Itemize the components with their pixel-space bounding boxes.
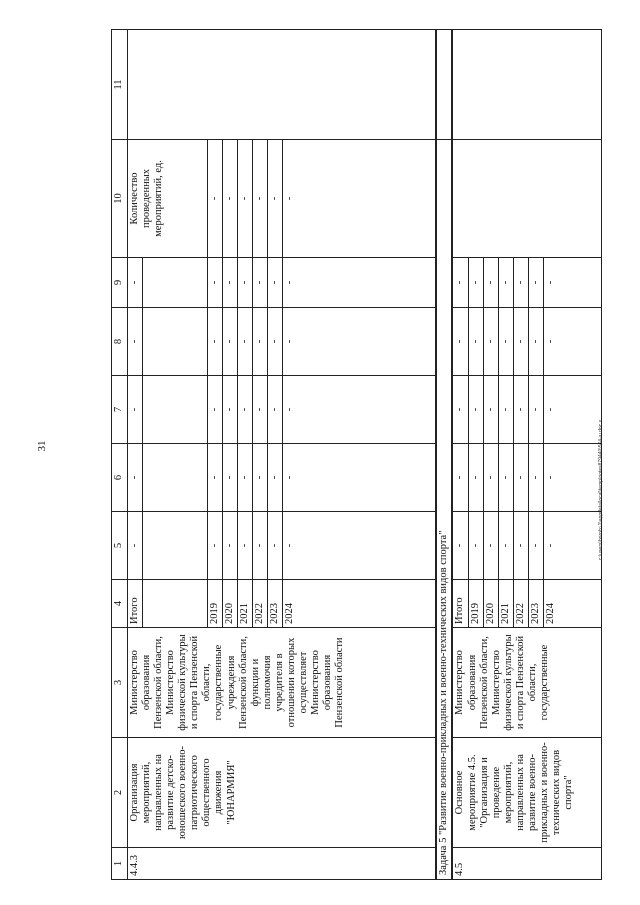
empty-cell — [452, 140, 601, 258]
year-cell: 2022 — [513, 580, 528, 628]
column-number: 3 — [112, 628, 128, 738]
value-cell: - — [452, 308, 468, 376]
year-cell: 2020 — [223, 580, 238, 628]
value-cell: - — [528, 512, 543, 580]
column-number: 5 — [112, 512, 128, 580]
value-cell: - — [528, 444, 543, 512]
column-number: 9 — [112, 258, 128, 308]
value-cell: - — [223, 140, 238, 258]
value-cell: - — [223, 512, 238, 580]
value-cell: - — [268, 444, 283, 512]
value-cell: - — [223, 258, 238, 308]
value-cell: - — [543, 444, 601, 512]
spacer-cell — [143, 376, 208, 444]
value-cell: - — [128, 308, 143, 376]
value-cell: - — [283, 258, 437, 308]
empty-cell — [128, 30, 437, 140]
value-cell: - — [268, 308, 283, 376]
value-cell: - — [498, 512, 513, 580]
task-title: Задача 5 "Развитие военно-прикладных и военно-технических видов спорта" — [436, 140, 452, 880]
value-cell: - — [498, 376, 513, 444]
activity-name: Основное мероприятие 4.5. "Организация и проведение мероприятий, направленных на развитие военно-прикладных и военно-технических видов спорта" — [452, 738, 601, 848]
value-cell: - — [253, 512, 268, 580]
rotated-table-frame — [111, 30, 583, 880]
value-cell: - — [283, 512, 437, 580]
value-cell: - — [208, 376, 223, 444]
spacer-cell — [143, 258, 208, 308]
value-cell: - — [283, 376, 437, 444]
value-cell: - — [483, 444, 498, 512]
value-cell: - — [283, 140, 437, 258]
empty-cell — [436, 30, 452, 140]
column-number: 8 — [112, 308, 128, 376]
indicator-name: Количество проведенных мероприятий, ед. — [128, 140, 208, 258]
value-cell: - — [238, 444, 253, 512]
column-number: 10 — [112, 140, 128, 258]
value-cell: - — [128, 444, 143, 512]
spacer-cell — [143, 512, 208, 580]
value-cell: - — [452, 444, 468, 512]
value-cell: - — [513, 512, 528, 580]
value-cell: - — [208, 444, 223, 512]
value-cell: - — [452, 258, 468, 308]
row-number: 4.5 — [452, 848, 601, 880]
year-cell: Итого — [452, 580, 468, 628]
value-cell: - — [253, 258, 268, 308]
value-cell: - — [208, 308, 223, 376]
value-cell: - — [513, 444, 528, 512]
column-number: 2 — [112, 738, 128, 848]
year-cell: 2019 — [468, 580, 483, 628]
column-number: 4 — [112, 580, 128, 628]
column-number: 7 — [112, 376, 128, 444]
value-cell: - — [452, 512, 468, 580]
year-cell: 2021 — [238, 580, 253, 628]
year-cell: 2022 — [253, 580, 268, 628]
value-cell: - — [283, 308, 437, 376]
value-cell: - — [452, 376, 468, 444]
year-cell: 2023 — [528, 580, 543, 628]
value-cell: - — [528, 258, 543, 308]
value-cell: - — [128, 258, 143, 308]
empty-cell — [452, 30, 601, 140]
column-number: 1 — [112, 848, 128, 880]
value-cell: - — [223, 444, 238, 512]
footer-file-path: c:\users\borob~1\appdata\local\temp\notes879440\564-ш.doc.x — [598, 419, 604, 560]
value-cell: - — [253, 140, 268, 258]
year-cell: 2023 — [268, 580, 283, 628]
value-cell: - — [468, 512, 483, 580]
year-cell: 2024 — [543, 580, 601, 628]
value-cell: - — [283, 444, 437, 512]
value-cell: - — [483, 308, 498, 376]
value-cell: - — [468, 376, 483, 444]
column-number: 6 — [112, 444, 128, 512]
year-cell: Итого — [128, 580, 143, 628]
activity-name: Организация мероприятий, направленных на развитие детско-юношеского военно-патриотического общественного движения "ЮНАРМИЯ" — [128, 738, 437, 848]
value-cell: - — [483, 258, 498, 308]
value-cell: - — [253, 444, 268, 512]
value-cell: - — [268, 376, 283, 444]
value-cell: - — [253, 308, 268, 376]
value-cell: - — [513, 376, 528, 444]
value-cell: - — [208, 140, 223, 258]
executor: Министерство образования Пензенской области, Министерство физической культуры и спорта Пензенской области, государственные — [452, 628, 601, 738]
spacer-cell — [143, 308, 208, 376]
year-cell: 2021 — [498, 580, 513, 628]
value-cell: - — [128, 376, 143, 444]
value-cell: - — [483, 512, 498, 580]
value-cell: - — [238, 258, 253, 308]
spacer-cell — [143, 580, 208, 628]
value-cell: - — [543, 512, 601, 580]
value-cell: - — [498, 308, 513, 376]
value-cell: - — [543, 308, 601, 376]
spacer-cell — [143, 444, 208, 512]
value-cell: - — [128, 512, 143, 580]
year-cell: 2019 — [208, 580, 223, 628]
value-cell: - — [238, 140, 253, 258]
year-cell: 2024 — [283, 580, 437, 628]
table-row — [452, 30, 468, 880]
value-cell: - — [468, 258, 483, 308]
value-cell: - — [268, 258, 283, 308]
value-cell: - — [528, 308, 543, 376]
value-cell: - — [253, 376, 268, 444]
program-activities-table — [111, 29, 602, 880]
value-cell: - — [513, 258, 528, 308]
value-cell: - — [208, 512, 223, 580]
value-cell: - — [208, 258, 223, 308]
value-cell: - — [238, 512, 253, 580]
year-cell: 2020 — [483, 580, 498, 628]
task-row — [436, 30, 452, 880]
value-cell: - — [483, 376, 498, 444]
executor: Министерство образования Пензенской области, Министерство физической культуры и спорта Пензенской области, государственные учреждения Пензенской области, функции и полномочия учредителя в отношении которых осуществляет Министерство образования Пензенской области — [128, 628, 437, 738]
page-number: 31 — [36, 440, 48, 452]
value-cell: - — [498, 444, 513, 512]
value-cell: - — [468, 444, 483, 512]
value-cell: - — [528, 376, 543, 444]
value-cell: - — [223, 308, 238, 376]
column-number-row — [112, 30, 128, 880]
value-cell: - — [468, 308, 483, 376]
table-row — [128, 30, 143, 880]
value-cell: - — [238, 308, 253, 376]
column-number: 11 — [112, 30, 128, 140]
value-cell: - — [238, 376, 253, 444]
value-cell: - — [268, 512, 283, 580]
value-cell: - — [543, 376, 601, 444]
value-cell: - — [498, 258, 513, 308]
value-cell: - — [223, 376, 238, 444]
value-cell: - — [543, 258, 601, 308]
value-cell: - — [268, 140, 283, 258]
value-cell: - — [513, 308, 528, 376]
row-number: 4.4.3 — [128, 848, 437, 880]
